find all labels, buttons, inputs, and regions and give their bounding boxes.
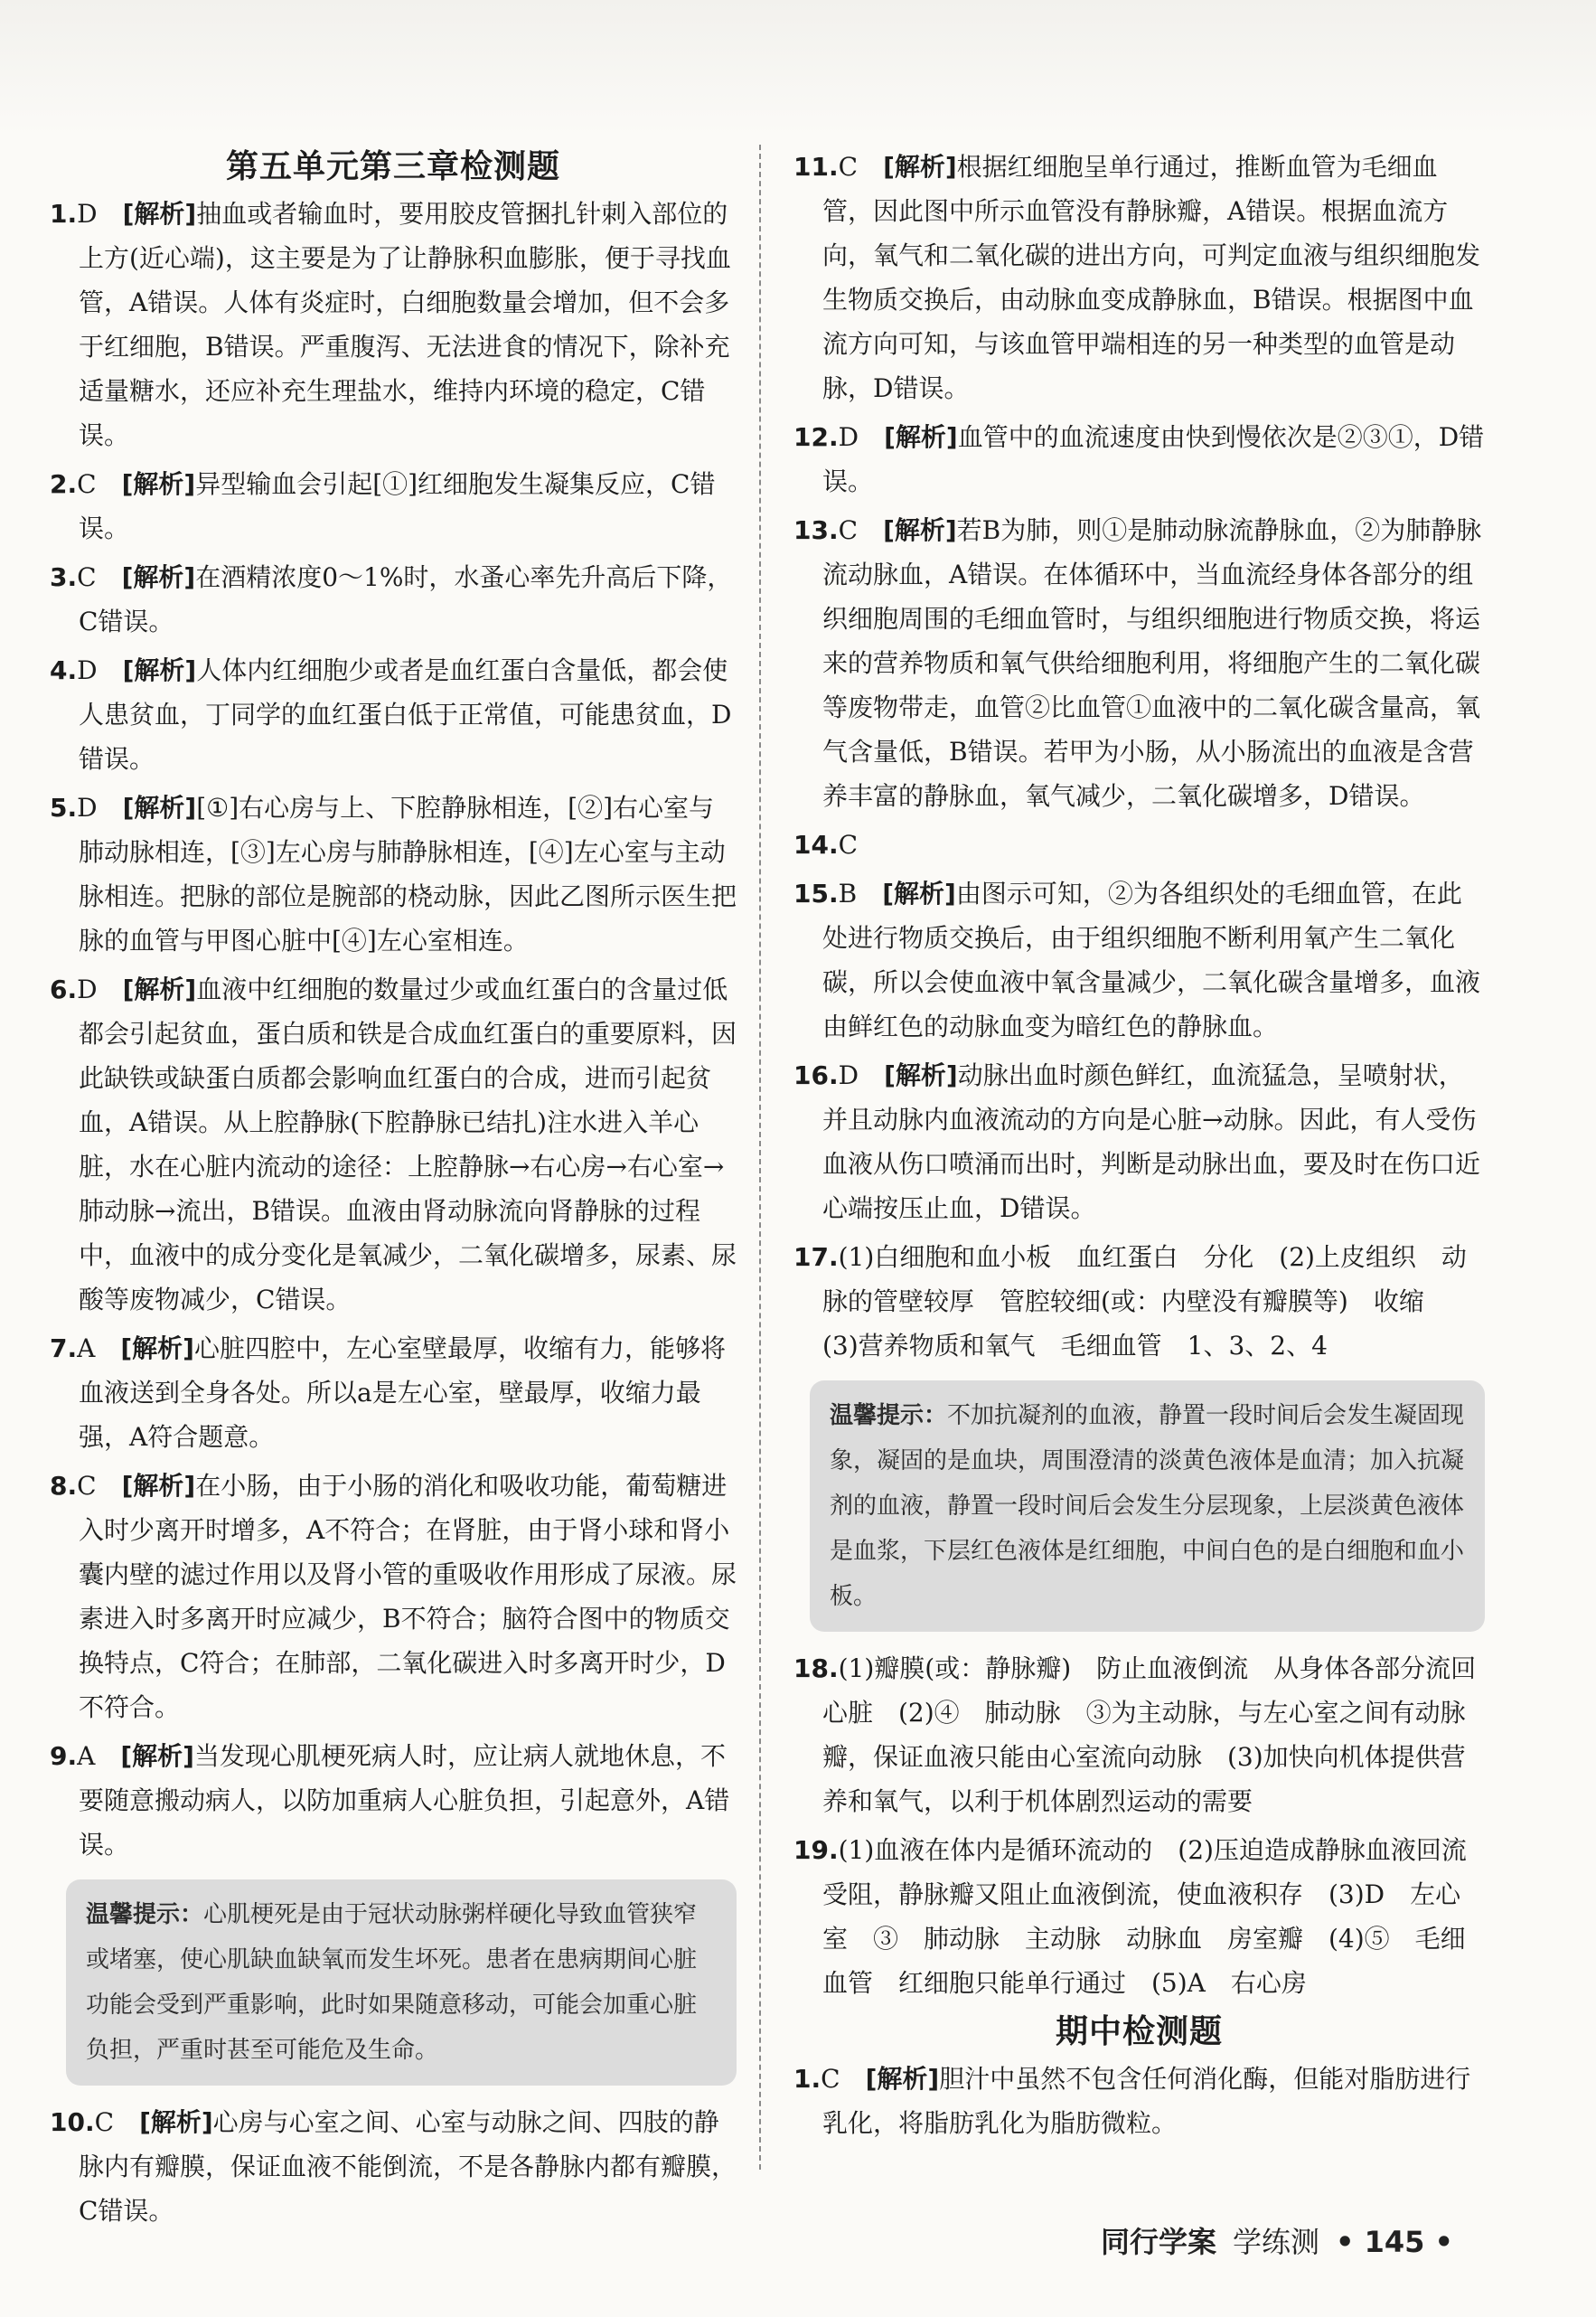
item-number: 10. bbox=[50, 2107, 95, 2137]
item-answer: A bbox=[77, 1741, 96, 1771]
item-number: 1. bbox=[793, 2064, 821, 2094]
answer-item-8 bbox=[50, 1464, 737, 1729]
answer-item-10 bbox=[50, 2100, 737, 2233]
item-tag: [解析] bbox=[883, 152, 957, 182]
item-text: 抽血或者输血时，要用胶皮管捆扎针刺入部位的上方(近心端)，这主要是为了让静脉积血膨胀，便于寻找血管，A错误。人体有炎症时，白细胞数量会增加，但不会多于红细胞，B错误。严重腹泻、无法进食的情况下，除补充适量糖水，还应补充生理盐水，维持内环境的稳定，C错误。 bbox=[79, 199, 731, 450]
item-text: 血管中的血流速度由快到慢依次是②③①，D错误。 bbox=[822, 422, 1485, 496]
section-title-midterm: 期中检测题 bbox=[1055, 2012, 1223, 2050]
item-text: [①]右心房与上、下腔静脉相连，[②]右心室与肺动脉相连，[③]左心房与肺静脉相连，[④]左心室与主动脉相连。把脉的部位是腕部的桡动脉，因此乙图所示医生把脉的血管与甲图心脏中[④]左心室相连。 bbox=[79, 793, 737, 956]
item-answer: D bbox=[77, 199, 98, 229]
answer-item-9 bbox=[50, 1734, 737, 1867]
item-number: 6. bbox=[50, 975, 78, 1004]
item-text: (1)血液在体内是循环流动的 (2)压迫造成静脉血液回流受阻，静脉瓣又阻止血液倒流，使血液积存 (3)D 左心室 ③ 肺动脉 主动脉 动脉血 房室瓣 (4)⑤ 毛细血管 红细胞只能单行通过 (5)A 右心房 bbox=[822, 1835, 1467, 1998]
item-text: 在小肠，由于小肠的消化和吸收功能，葡萄糖进入时少离开时增多，A不符合；在肾脏，由于肾小球和肾小囊内壁的滤过作用以及肾小管的重吸收作用形成了尿液。尿素进入时多离开时应减少，B不符合；脑符合图中的物质交换特点，C符合；在肺部，二氧化碳进入时多离开时少，D不符合。 bbox=[79, 1471, 737, 1722]
item-text: 胆汁中虽然不包含任何消化酶，但能对脂肪进行乳化，将脂肪乳化为脂肪微粒。 bbox=[822, 2064, 1471, 2138]
item-number: 2. bbox=[50, 469, 78, 499]
item-text: 异型输血会引起[①]红细胞发生凝集反应，C错误。 bbox=[79, 469, 716, 543]
item-tag: [解析] bbox=[865, 2064, 940, 2094]
item-tag: [解析] bbox=[882, 879, 956, 909]
answer-item-3 bbox=[50, 555, 737, 644]
tip-box bbox=[810, 1380, 1485, 1632]
item-tag: [解析] bbox=[121, 562, 196, 592]
item-number: 13. bbox=[793, 515, 839, 545]
item-answer: C bbox=[838, 152, 859, 182]
tip-text: 不加抗凝剂的血液，静置一段时间后会发生凝固现象，凝固的是血块，周围澄清的淡黄色液体是血清；加入抗凝剂的血液，静置一段时间后会发生分层现象，上层淡黄色液体是血浆，下层红色液体是红细胞，中间白色的是白细胞和血小板。 bbox=[830, 1402, 1465, 1610]
item-answer: D bbox=[838, 1060, 859, 1090]
item-number: 11. bbox=[793, 152, 839, 182]
item-answer: C bbox=[838, 830, 859, 860]
answer-item-13 bbox=[793, 508, 1485, 818]
item-number: 8. bbox=[50, 1471, 78, 1501]
answer-item-11 bbox=[793, 145, 1485, 410]
item-answer: B bbox=[838, 879, 858, 909]
item-text: 心脏四腔中，左心室壁最厚，收缩有力，能够将血液送到全身各处。所以a是左心室，壁最厚，收缩力最强，A符合题意。 bbox=[79, 1333, 726, 1452]
item-text: 人体内红细胞少或者是血红蛋白含量低，都会使人患贫血，丁同学的血红蛋白低于正常值，可能患贫血，D错误。 bbox=[79, 655, 732, 774]
item-number: 5. bbox=[50, 793, 78, 823]
right-column bbox=[793, 145, 1485, 2179]
item-number: 9. bbox=[50, 1741, 78, 1771]
item-number: 14. bbox=[793, 830, 839, 860]
item-text: (1)瓣膜(或：静脉瓣) 防止血液倒流 从身体各部分流回心脏 (2)④ 肺动脉 ③为主动脉，与左心室之间有动脉瓣，保证血液只能由心室流向动脉 (3)加快向机体提供营养和氧气，以利于机体剧烈运动的需要 bbox=[822, 1653, 1477, 1816]
item-number: 1. bbox=[50, 199, 78, 229]
page-footer bbox=[1084, 2219, 1453, 2261]
item-number: 18. bbox=[793, 1653, 839, 1683]
item-text: 动脉出血时颜色鲜红，血流猛急，呈喷射状，并且动脉内血液流动的方向是心脏→动脉。因此，有人受伤血液从伤口喷涌而出时，判断是动脉出血，要及时在伤口近心端按压止血，D错误。 bbox=[822, 1060, 1481, 1223]
tip-label: 温馨提示： bbox=[86, 1901, 204, 1928]
footer-brand: 同行学案 bbox=[1100, 2225, 1216, 2259]
item-answer: C bbox=[77, 562, 97, 592]
item-answer: A bbox=[77, 1333, 96, 1363]
item-tag: [解析] bbox=[120, 1333, 194, 1363]
answer-item-17 bbox=[793, 1235, 1485, 1368]
page-number: • 145 • bbox=[1336, 2225, 1453, 2259]
item-text: 当发现心肌梗死病人时，应让病人就地休息，不要随意搬动病人，以防加重病人心脏负担，引起意外，A错误。 bbox=[79, 1741, 730, 1860]
answer-item-2 bbox=[50, 462, 737, 551]
answer-item-19 bbox=[793, 1828, 1485, 2005]
item-text: 根据红细胞呈单行通过，推断血管为毛细血管，因此图中所示血管没有静脉瓣，A错误。根据血流方向，氧气和二氧化碳的进出方向，可判定血液与组织细胞发生物质交换后，由动脉血变成静脉血，B错误。根据图中血流方向可知，与该血管甲端相连的另一种类型的血管是动脉，D错误。 bbox=[822, 152, 1481, 403]
item-answer: C bbox=[838, 515, 859, 545]
section-title: 第五单元第三章检测题 bbox=[225, 147, 560, 185]
item-text: 由图示可知，②为各组织处的毛细血管，在此处进行物质交换后，由于组织细胞不断利用氧产生二氧化碳，所以会使血液中氧含量减少，二氧化碳含量增多，血液由鲜红色的动脉血变为暗红色的静脉血。 bbox=[822, 879, 1481, 1041]
answer-item-4 bbox=[50, 648, 737, 781]
item-answer: C bbox=[77, 469, 97, 499]
tip-label: 温馨提示： bbox=[830, 1402, 948, 1429]
item-number: 4. bbox=[50, 655, 78, 685]
item-number: 15. bbox=[793, 879, 839, 909]
item-text: (1)白细胞和血小板 血红蛋白 分化 (2)上皮组织 动脉的管壁较厚 管腔较细(或：内壁没有瓣膜等) 收缩 (3)营养物质和氧气 毛细血管 1、3、2、4 bbox=[822, 1242, 1467, 1361]
item-number: 19. bbox=[793, 1835, 839, 1865]
item-number: 17. bbox=[793, 1242, 839, 1272]
item-tag: [解析] bbox=[883, 515, 957, 545]
item-tag: [解析] bbox=[884, 1060, 958, 1090]
item-tag: [解析] bbox=[121, 1471, 196, 1501]
page-top-band bbox=[0, 0, 1596, 136]
item-answer: C bbox=[77, 1471, 97, 1501]
answer-item-14 bbox=[793, 823, 1485, 867]
item-tag: [解析] bbox=[884, 422, 958, 452]
item-answer: C bbox=[94, 2107, 115, 2137]
item-answer: D bbox=[838, 422, 859, 452]
item-answer: C bbox=[821, 2064, 840, 2094]
column-divider bbox=[759, 145, 761, 2170]
answer-item-18 bbox=[793, 1646, 1485, 1823]
item-number: 7. bbox=[50, 1333, 78, 1363]
item-tag: [解析] bbox=[122, 655, 197, 685]
item-text: 在酒精浓度0～1%时，水蚤心率先升高后下降，C错误。 bbox=[79, 562, 733, 636]
tip-box bbox=[66, 1879, 737, 2086]
item-tag: [解析] bbox=[122, 793, 197, 823]
item-number: 16. bbox=[793, 1060, 839, 1090]
item-tag: [解析] bbox=[121, 469, 196, 499]
item-number: 12. bbox=[793, 422, 839, 452]
item-tag: [解析] bbox=[120, 1741, 194, 1771]
item-answer: D bbox=[77, 655, 98, 685]
answer-item-7 bbox=[50, 1326, 737, 1459]
left-column bbox=[50, 145, 737, 2226]
answer-item-12 bbox=[793, 415, 1485, 504]
item-text: 心房与心室之间、心室与动脉之间、四肢的静脉内有瓣膜，保证血液不能倒流，不是各静脉内都有瓣膜，C错误。 bbox=[79, 2107, 737, 2226]
item-answer: D bbox=[77, 975, 98, 1004]
footer-subtitle: 学练测 bbox=[1233, 2225, 1320, 2259]
answer-item-16 bbox=[793, 1053, 1485, 1230]
item-number: 3. bbox=[50, 562, 78, 592]
item-tag: [解析] bbox=[122, 975, 197, 1004]
answer-item-1 bbox=[50, 192, 737, 457]
answer-item-5 bbox=[50, 786, 737, 963]
item-tag: [解析] bbox=[139, 2107, 213, 2137]
tip-text: 心肌梗死是由于冠状动脉粥样硬化导致血管狭窄或堵塞，使心肌缺血缺氧而发生坏死。患者在患病期间心脏功能会受到严重影响，此时如果随意移动，可能会加重心脏负担，严重时甚至可能危及生命。 bbox=[86, 1901, 698, 2064]
item-tag: [解析] bbox=[122, 199, 197, 229]
midterm-item-1 bbox=[793, 2057, 1485, 2145]
item-text: 若B为肺，则①是肺动脉流静脉血，②为肺静脉流动脉血，A错误。在体循环中，当血流经身体各部分的组织细胞周围的毛细血管时，与组织细胞进行物质交换，将运来的营养物质和氧气供给细胞利用，将细胞产生的二氧化碳等废物带走，血管②比血管①血液中的二氧化碳含量高，氧气含量低，B错误。若甲为小肠，从小肠流出的血液是含营养丰富的静脉血，氧气减少，二氧化碳增多，D错误。 bbox=[822, 515, 1482, 811]
answer-item-6 bbox=[50, 967, 737, 1322]
item-text: 血液中红细胞的数量过少或血红蛋白的含量过低都会引起贫血，蛋白质和铁是合成血红蛋白的重要原料，因此缺铁或缺蛋白质都会影响血红蛋白的合成，进而引起贫血，A错误。从上腔静脉(下腔静脉已结扎)注水进入羊心脏，水在心脏内流动的途径：上腔静脉→右心房→右心室→肺动脉→流出，B错误。血液由肾动脉流向肾静脉的过程中，血液中的成分变化是氧减少，二氧化碳增多，尿素、尿酸等废物减少，C错误。 bbox=[79, 975, 737, 1314]
item-answer: D bbox=[77, 793, 98, 823]
answer-item-15 bbox=[793, 871, 1485, 1049]
